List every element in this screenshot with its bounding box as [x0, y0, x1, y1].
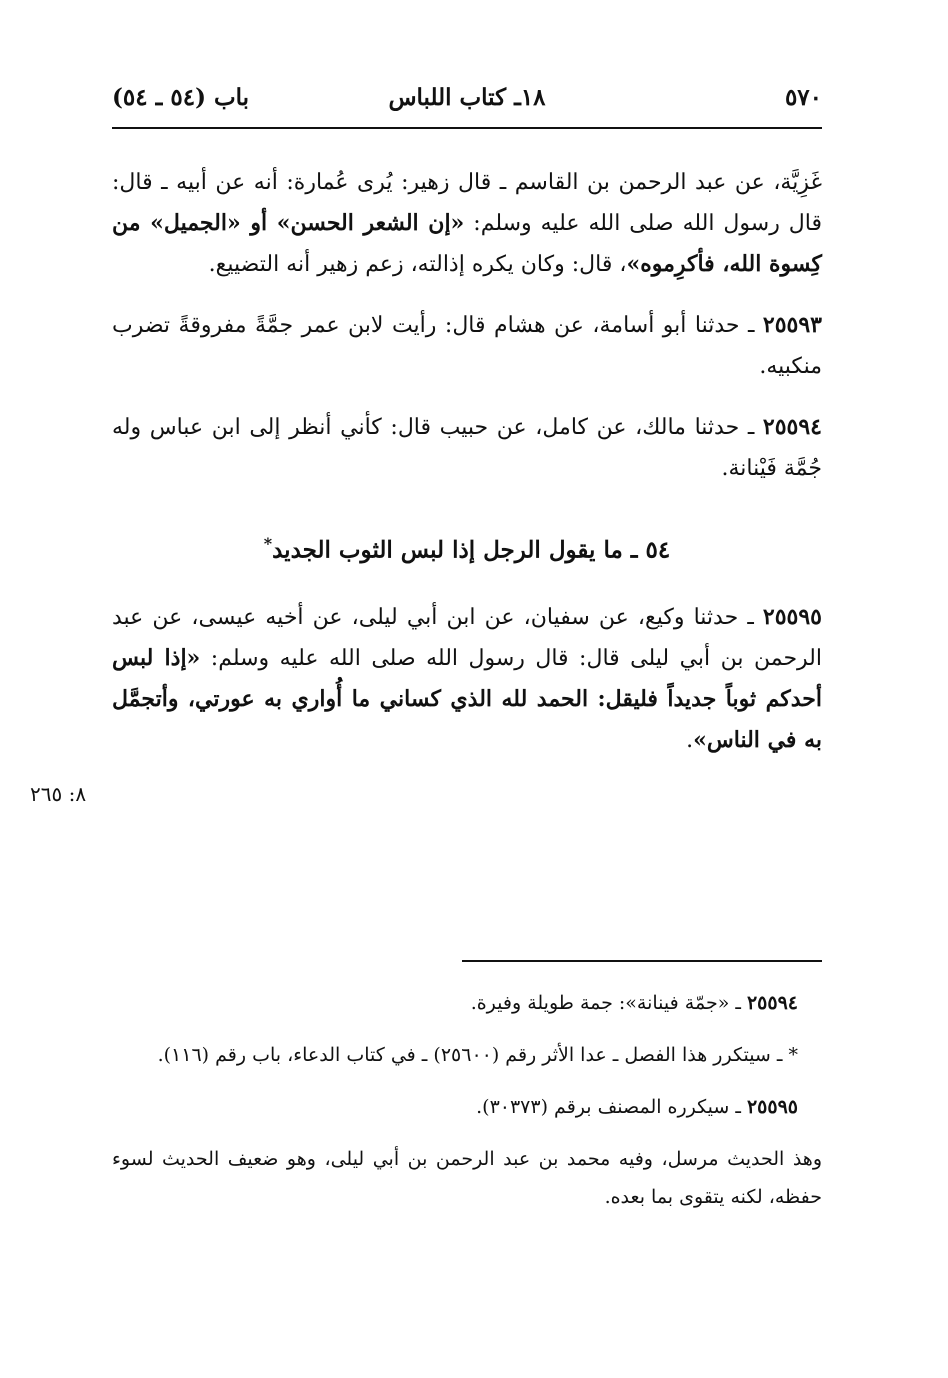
- hadith-quote: «إن الشعر الحسن» أو «الجميل» من كِسوة الله، فأكرِموه»: [112, 210, 822, 277]
- footnote-number: ٢٥٥٩٤: [746, 992, 798, 1014]
- hadith-text: ـ حدثنا أبو أسامة، عن هشام قال: رأيت لابن عمر جمَّةً مفروقةً تضرب منكبيه.: [112, 313, 822, 379]
- hadith-text: ـ حدثنا مالك، عن كامل، عن حبيب قال: كأني أنظر إلى ابن عباس وله جُمَّة فَيْنانة.: [112, 415, 822, 481]
- page-header: [112, 84, 822, 124]
- footnote-25595: [112, 1088, 822, 1126]
- hadith-number: ٢٥٥٩٣: [762, 312, 822, 338]
- hadith-text: ـ حدثنا وكيع، عن سفيان، عن ابن أبي ليلى، عن أخيه عيسى، عن عبد الرحمن بن أبي ليلى قال: قال رسول الله صلى الله عليه وسلم:: [112, 604, 822, 671]
- page-number: ٥٧٠: [784, 84, 822, 111]
- footnote-commentary: وهذ الحديث مرسل، وفيه محمد بن عبد الرحمن بن أبي ليلى، وهو ضعيف الحديث لسوء حفظه، لكنه يتقوى بما بعده.: [112, 1148, 822, 1208]
- footnote-divider: [462, 960, 822, 962]
- header-divider: [112, 127, 822, 129]
- section-asterisk: *: [263, 534, 273, 553]
- footnotes: [112, 984, 822, 1230]
- footnote-section: * ـ سيتكرر هذا الفصل ـ عدا الأثر رقم (٢٥٦٠٠) ـ في كتاب الدعاء، باب رقم (١١٦).: [157, 1044, 798, 1066]
- main-text: [112, 162, 822, 781]
- footnote-25594: [112, 984, 822, 1022]
- hadith-25594: [112, 407, 822, 489]
- section-title: [112, 523, 822, 571]
- paragraph-text: غَزِيَّة، عن عبد الرحمن بن القاسم ـ قال زهير: يُرى عُمارة: أنه عن أبيه ـ قال: قال رسول الله صلى الله عليه وسلم:: [112, 170, 823, 236]
- paragraph-text: ، قال: وكان يكره إذالته، زعم زهير أنه التضييع.: [208, 252, 627, 277]
- paragraph-continuation: [112, 162, 822, 285]
- footnote-text: ـ «جمّة فينانة»: جمة طويلة وفيرة.: [470, 992, 747, 1014]
- hadith-number: ٢٥٥٩٥: [762, 603, 822, 630]
- margin-reference: ٨: ٢٦٥: [30, 782, 87, 806]
- hadith-text-end: .: [686, 727, 694, 753]
- hadith-25595: [112, 597, 822, 761]
- hadith-quote: «إذا لبس أحدكم ثوباً جديداً فليقل: الحمد لله الذي كساني ما أُواري به عورتي، وأتجمَّل به في الناس»: [112, 644, 822, 753]
- book-title: ١٨ـ كتاب اللباس: [388, 84, 546, 111]
- hadith-number: ٢٥٥٩٤: [762, 414, 822, 440]
- hadith-25593: [112, 305, 822, 387]
- chapter-range: باب (٥٤ ـ ٥٤): [112, 84, 250, 111]
- section-title-text: ٥٤ ـ ما يقول الرجل إذا لبس الثوب الجديد: [272, 536, 671, 564]
- footnote-number: ٢٥٥٩٥: [746, 1096, 798, 1118]
- footnote-text: ـ سيكرره المصنف برقم (٣٠٣٧٣).: [476, 1096, 747, 1118]
